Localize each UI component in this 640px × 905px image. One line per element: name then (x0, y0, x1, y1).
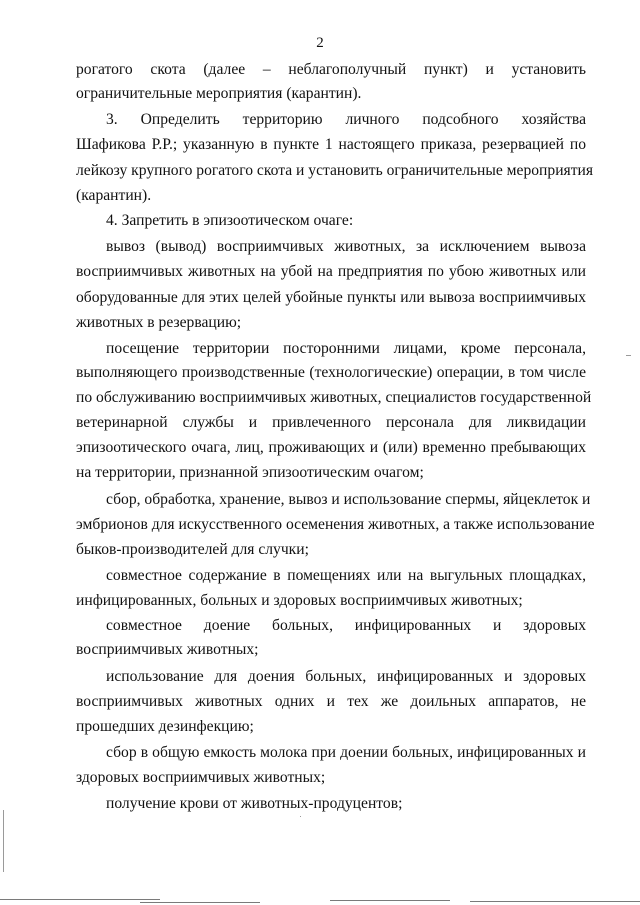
text-line: 4. Запретить в эпизоотическом очаге: (106, 212, 354, 229)
scan-edge-segment (470, 901, 640, 902)
text-line: Шафикова Р.Р.; указанную в пункте 1 настоящего приказа, резервацией по (76, 136, 586, 153)
text-line: эмбрионов для искусственного осеменения животных, а также использование (76, 516, 595, 533)
text-line: по обслуживанию восприимчивых животных, специалистов государственной (76, 389, 592, 406)
text-line: совместное доение больных, инфицированных и здоровых (106, 617, 586, 634)
text-line: инфицированных, больных и здоровых восприимчивых животных; (76, 592, 523, 609)
text-line: здоровых восприимчивых животных; (76, 769, 326, 786)
text-line: 3. Определить территорию личного подсобного хозяйства (106, 111, 586, 128)
page-number: 2 (316, 35, 324, 51)
text-line: сбор в общую емкость молока при доении больных, инфицированных и (106, 744, 586, 761)
scan-edge-segment (140, 902, 260, 903)
text-line: ограничительные мероприятия (карантин). (76, 85, 362, 102)
text-line: совместное содержание в помещениях или на выгульных площадках, (106, 567, 586, 584)
text-line: выполняющего производственные (технологические) операции, в том числе (76, 364, 586, 381)
text-line: (карантин). (76, 187, 152, 204)
text-line: получение крови от животных-продуцентов; (106, 795, 403, 812)
text-line: быков-производителей для случки; (76, 541, 309, 558)
text-line: животных в резервацию; (76, 314, 242, 331)
text-line: лейкозу крупного рогатого скота и установить ограничительные мероприятия (76, 162, 594, 179)
text-line: рогатого скота (далее – неблагополучный пункт) и установить (76, 61, 586, 78)
text-line: использование для доения больных, инфицированных и здоровых (106, 668, 586, 685)
text-line: оборудованные для этих целей убойные пункты или вывоза восприимчивых (76, 289, 586, 306)
text-line: восприимчивых животных; (76, 641, 259, 658)
text-line: на территории, признанной эпизоотическим очагом; (76, 464, 424, 481)
scan-edge-segment (330, 900, 450, 901)
text-line: прошедших дезинфекцию; (76, 718, 254, 735)
scan-edge-segment (0, 899, 160, 900)
scan-speck (300, 816, 301, 817)
text-line: посещение территории посторонними лицами, кроме персонала, (106, 340, 586, 357)
scan-speck (626, 355, 631, 356)
text-line: эпизоотического очага, лиц, проживающих и (или) временно пребывающих (76, 439, 586, 456)
scan-bottom-edge (0, 896, 640, 905)
text-line: вывоз (вывод) восприимчивых животных, за исключением вывоза (106, 238, 586, 255)
text-line: восприимчивых животных одних и тех же доильных аппаратов, не (76, 693, 586, 710)
text-line: восприимчивых животных на убой на предприятия по убою животных или (76, 263, 586, 280)
text-line: сбор, обработка, хранение, вывоз и использование спермы, яйцеклеток и (106, 491, 591, 508)
text-line: ветеринарной службы и привлеченного персонала для ликвидации (76, 414, 586, 431)
scan-margin-mark (3, 810, 4, 872)
